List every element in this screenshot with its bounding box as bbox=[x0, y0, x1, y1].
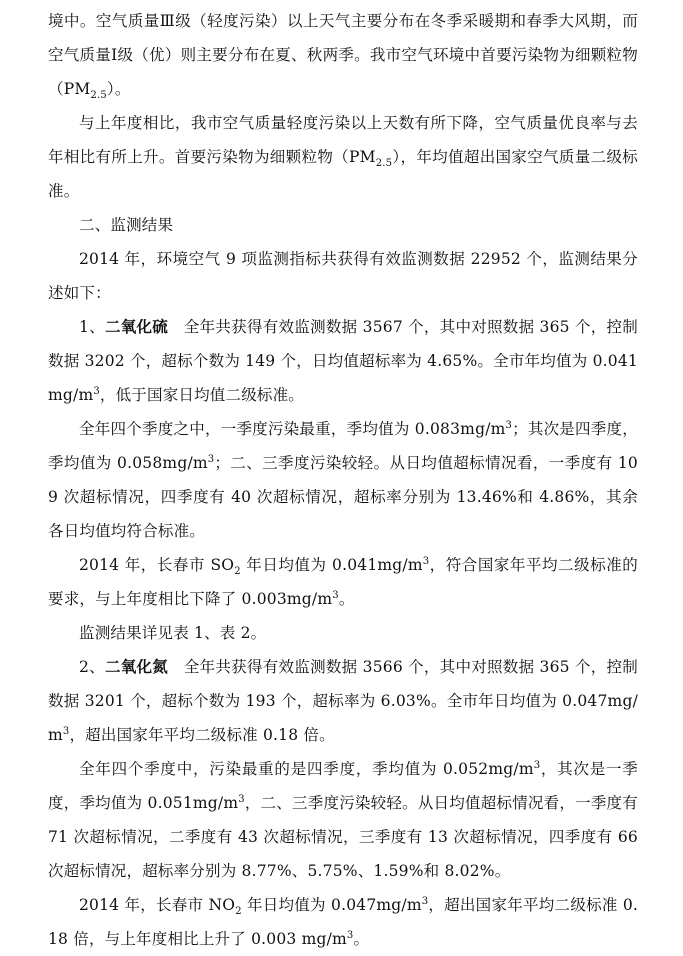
text-run: 全年共获得有效监测数据 3566 个，其中对照数据 365 个，控制数据 3201 个，超标个数为 193 个，超标率为 6.03%。全市年日均值为 0.047mg/m bbox=[48, 658, 638, 744]
bold-heading-run: 二氧化硫 bbox=[104, 317, 169, 336]
bold-heading-run: 二氧化氮 bbox=[104, 657, 169, 676]
paragraph-air-quality-seasons bbox=[48, 4, 638, 106]
text-run: 2014 年，长春市 NO bbox=[79, 896, 236, 914]
superscript: 3 bbox=[346, 929, 354, 941]
text-run: 1、 bbox=[79, 318, 105, 336]
text-run: 。 bbox=[338, 590, 355, 608]
paragraph-yearly-comparison bbox=[48, 106, 638, 208]
text-run: ，超出国家年平均二级标准 0.18 倍，与上年度相比上升了 0.003 mg/m bbox=[48, 896, 639, 948]
superscript: 3 bbox=[505, 419, 513, 431]
superscript: 3 bbox=[207, 453, 215, 465]
superscript: 3 bbox=[238, 793, 245, 805]
superscript: 3 bbox=[533, 759, 541, 771]
paragraph-so2-annual bbox=[48, 548, 638, 616]
paragraph-so2-data bbox=[48, 310, 638, 412]
text-run: ，低于国家日均值二级标准。 bbox=[99, 386, 305, 404]
subscript: 2 bbox=[234, 566, 241, 578]
paragraph-no2-quarters bbox=[48, 752, 638, 888]
text-run: 。 bbox=[353, 930, 370, 948]
section-heading-monitoring-results bbox=[48, 208, 638, 242]
superscript: 3 bbox=[93, 385, 100, 397]
subscript: 2 bbox=[235, 906, 242, 918]
text-run: 全年四个季度中，污染最重的是四季度，季均值为 0.052mg/m bbox=[79, 760, 534, 778]
text-run: ，符合国家年平均二级标准的要求，与上年度相比下降了 0.003mg/m bbox=[48, 556, 639, 608]
superscript: 3 bbox=[421, 895, 429, 907]
paragraph-table-reference bbox=[48, 616, 638, 650]
text-run: ）。 bbox=[106, 80, 131, 98]
text-run: ，二、三季度污染较轻。从日均值超标情况看，一季度有 71 次超标情况，二季度有 43 次超标情况，三季度有 13 次超标情况，四季度有 66 次超标情况，超标率分别为 8.77%、5.75%、1.59%和 8.02%。 bbox=[48, 794, 638, 880]
paragraph-so2-quarters bbox=[48, 412, 638, 548]
text-run: ，超出国家年平均二级标准 0.18 倍。 bbox=[69, 726, 335, 744]
text-run: 2014 年，环境空气 9 项监测指标共获得有效监测数据 22952 个，监测结果分述如下： bbox=[48, 250, 638, 302]
superscript: 3 bbox=[332, 589, 339, 601]
text-run: ），年均值超出国家空气质量二级标准。 bbox=[48, 148, 638, 200]
document-body bbox=[48, 4, 638, 956]
subscript: 2.5 bbox=[375, 158, 393, 170]
text-run: 境中。空气质量Ⅲ级（轻度污染）以上天气主要分布在冬季采暖期和春季大风期，而空气质量Ⅰ级（优）则主要分布在夏、秋两季。我市空气环境中首要污染物为细颗粒物（PM bbox=[48, 12, 638, 98]
subscript: 2.5 bbox=[90, 90, 107, 102]
superscript: 3 bbox=[62, 725, 70, 737]
text-run: 二、监测结果 bbox=[79, 216, 174, 234]
text-run: 与上年度相比，我市空气质量轻度污染以上天数有所下降，空气质量优良率与去年相比有所上升。首要污染物为细颗粒物（PM bbox=[48, 114, 638, 166]
text-run: ；二、三季度污染较轻。从日均值超标情况看，一季度有 109 次超标情况，四季度有 40 次超标情况，超标率分别为 13.46%和 4.86%，其余各日均值均符合标准。 bbox=[48, 454, 638, 540]
text-run: 2、 bbox=[79, 658, 105, 676]
paragraph-no2-annual bbox=[48, 888, 638, 956]
text-run: 全年四个季度之中，一季度污染最重，季均值为 0.083mg/m bbox=[79, 420, 506, 438]
text-run: ；其次是四季度，季均值为 0.058mg/m bbox=[48, 420, 638, 472]
superscript: 3 bbox=[422, 555, 430, 567]
text-run: 全年共获得有效监测数据 3567 个，其中对照数据 365 个，控制数据 3202 个，超标个数为 149 个，日均值超标率为 4.65%。全市年均值为 0.041mg/m bbox=[48, 318, 638, 404]
text-run: 监测结果详见表 1、表 2。 bbox=[79, 624, 267, 642]
paragraph-no2-data bbox=[48, 650, 638, 752]
text-run: 年日均值为 0.041mg/m bbox=[240, 556, 423, 574]
text-run: 2014 年，长春市 SO bbox=[79, 556, 235, 574]
paragraph-monitoring-overview bbox=[48, 242, 638, 310]
text-run: 年日均值为 0.047mg/m bbox=[241, 896, 422, 914]
text-run: ，其次是一季度，季均值为 0.051mg/m bbox=[48, 760, 638, 812]
